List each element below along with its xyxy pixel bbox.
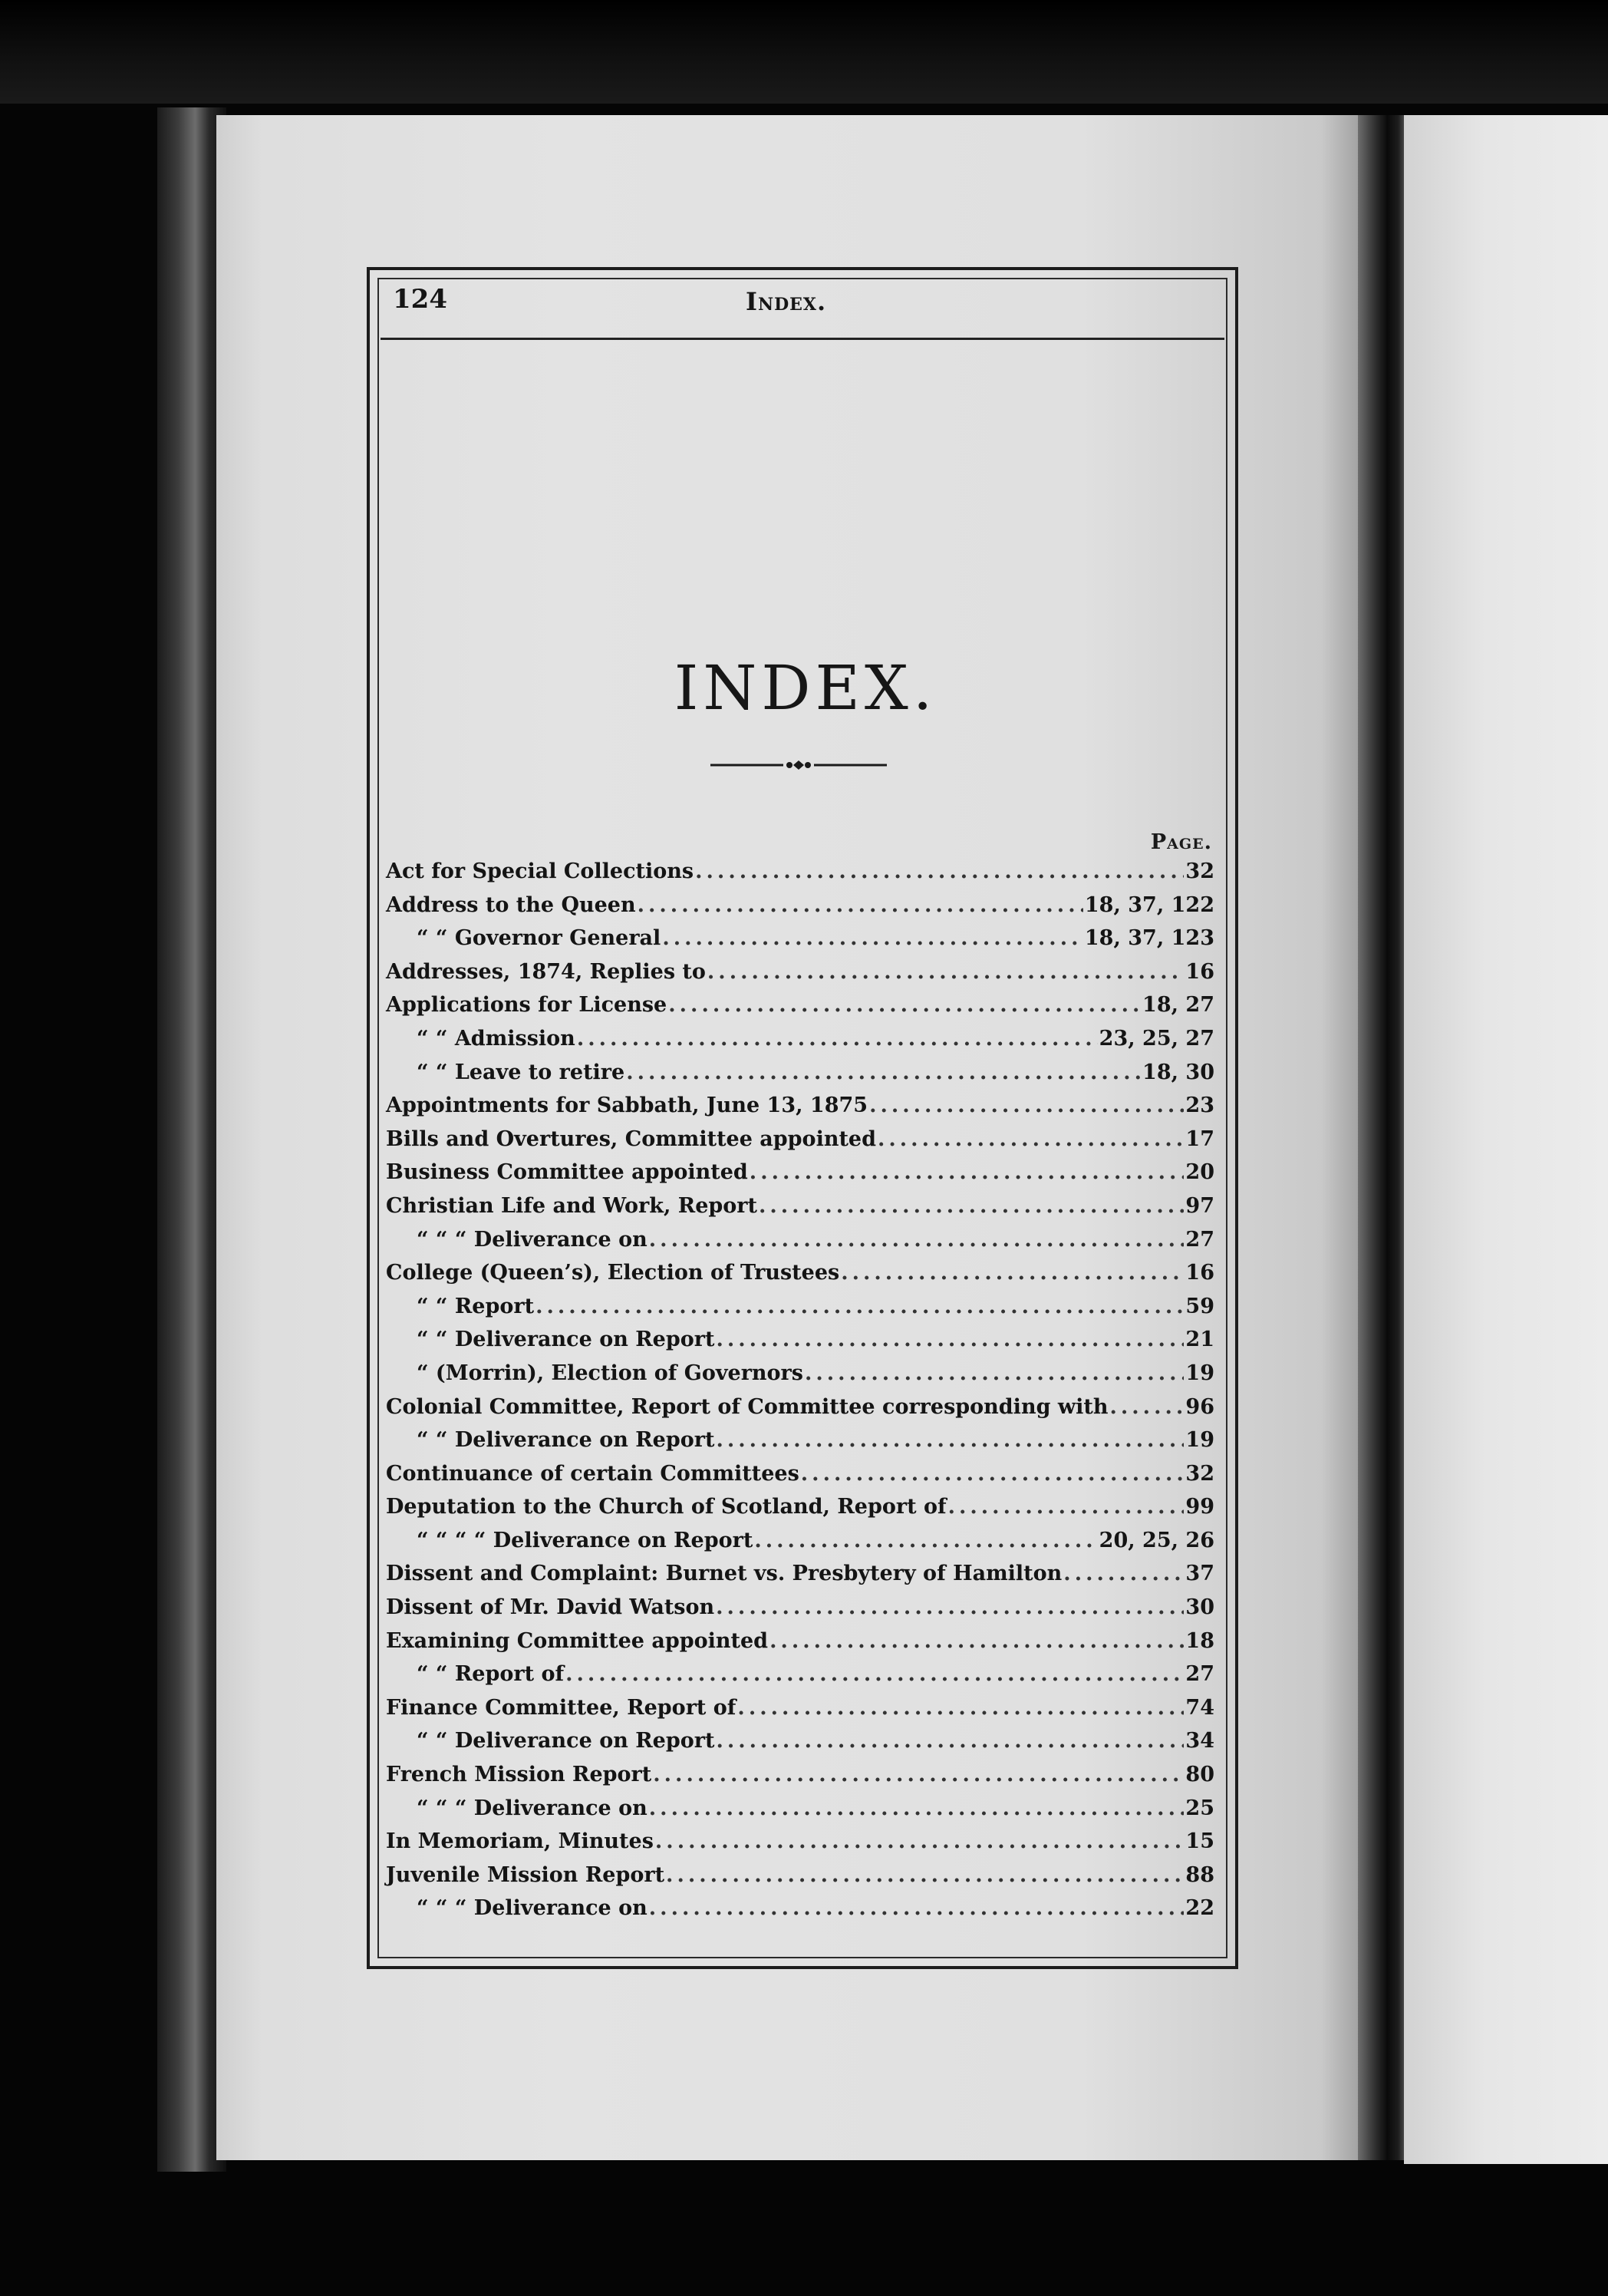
index-entry <box>386 1796 1214 1830</box>
index-entry-label: “ “ Report of <box>417 1662 565 1687</box>
index-entry-pages: 19 <box>1185 1428 1214 1453</box>
index-entry <box>386 1027 1214 1061</box>
leader-dots <box>737 1696 1184 1720</box>
index-entry <box>386 1194 1214 1228</box>
index-entry <box>386 1763 1214 1796</box>
leader-dots <box>662 926 1083 950</box>
leader-dots <box>878 1127 1184 1151</box>
leader-dots <box>769 1629 1184 1653</box>
page-number: 124 <box>393 284 447 315</box>
index-list <box>386 859 1214 1930</box>
leader-dots <box>716 1729 1184 1753</box>
index-entry <box>386 1495 1214 1529</box>
index-entry-label: Address to the Queen <box>386 892 636 917</box>
leader-dots <box>716 1595 1184 1619</box>
index-entry-label: Juvenile Mission Report <box>386 1862 665 1887</box>
index-entry-pages: 88 <box>1185 1862 1214 1887</box>
header-rule <box>381 338 1224 340</box>
leader-dots <box>626 1061 1141 1084</box>
index-entry <box>386 1228 1214 1262</box>
index-entry <box>386 859 1214 893</box>
index-entry <box>386 1562 1214 1595</box>
index-entry-pages: 21 <box>1185 1328 1214 1352</box>
index-entry-label: Addresses, 1874, Replies to <box>386 959 706 984</box>
index-entry <box>386 1829 1214 1863</box>
index-entry <box>386 960 1214 994</box>
index-entry-pages: 74 <box>1185 1695 1214 1720</box>
leader-dots <box>869 1094 1184 1117</box>
index-entry-label: Bills and Overtures, Committee appointed <box>386 1127 876 1151</box>
leader-dots <box>666 1863 1184 1887</box>
index-entry-label: “ “ “ Deliverance on <box>417 1796 647 1820</box>
page-title: INDEX. <box>674 652 937 724</box>
index-entry-label: Deputation to the Church of Scotland, Report of <box>386 1495 947 1519</box>
index-entry-label: “ “ “ Deliverance on <box>417 1896 647 1921</box>
index-entry-pages: 34 <box>1185 1729 1214 1753</box>
index-entry <box>386 1295 1214 1328</box>
index-entry-pages: 18, 27 <box>1142 993 1214 1018</box>
index-entry <box>386 926 1214 960</box>
leader-dots <box>754 1529 1097 1552</box>
index-entry <box>386 1160 1214 1194</box>
index-entry-pages: 23, 25, 27 <box>1099 1026 1214 1051</box>
leader-dots <box>707 960 1185 984</box>
index-entry <box>386 1061 1214 1094</box>
index-entry-label: “ “ “ Deliverance on <box>417 1227 647 1252</box>
leader-dots <box>801 1462 1185 1486</box>
index-entry-label: Christian Life and Work, Report <box>386 1193 757 1218</box>
scan-background <box>0 0 1608 104</box>
index-entry-label: Applications for License <box>386 993 667 1018</box>
index-entry-pages: 25 <box>1185 1796 1214 1820</box>
index-entry-pages: 80 <box>1185 1763 1214 1787</box>
page-column-label: Page. <box>1150 830 1212 854</box>
index-entry-label: Act for Special Collections <box>386 859 694 883</box>
index-entry-pages: 37 <box>1185 1562 1214 1586</box>
index-entry <box>386 1127 1214 1161</box>
leader-dots <box>716 1428 1184 1452</box>
index-entry-label: French Mission Report <box>386 1763 652 1787</box>
index-entry <box>386 1328 1214 1361</box>
index-entry-label: “ “ Deliverance on Report <box>417 1729 715 1753</box>
leader-dots <box>649 1796 1185 1820</box>
index-entry-label: “ (Morrin), Election of Governors <box>417 1361 803 1385</box>
index-entry-pages: 32 <box>1185 859 1214 883</box>
index-entry-label: Dissent and Complaint: Burnet vs. Presbytery of Hamilton <box>386 1562 1063 1586</box>
leader-dots <box>805 1361 1184 1385</box>
index-entry-pages: 16 <box>1185 1261 1214 1285</box>
index-entry-label: “ “ Leave to retire <box>417 1060 625 1084</box>
index-entry-pages: 32 <box>1185 1461 1214 1486</box>
index-entry-pages: 30 <box>1185 1595 1214 1620</box>
leader-dots <box>668 993 1141 1017</box>
ornament-divider <box>710 757 887 774</box>
leader-dots <box>1109 1395 1184 1419</box>
index-entry-pages: 97 <box>1185 1193 1214 1218</box>
facing-page-edge <box>1404 115 1608 2164</box>
index-entry-pages: 22 <box>1185 1896 1214 1921</box>
index-entry-pages: 16 <box>1185 959 1214 984</box>
index-entry-pages: 15 <box>1185 1829 1214 1854</box>
running-head: Index. <box>746 287 827 316</box>
leader-dots <box>841 1261 1184 1285</box>
index-entry <box>386 1696 1214 1730</box>
index-entry-pages: 27 <box>1185 1662 1214 1687</box>
index-entry-pages: 18 <box>1185 1628 1214 1653</box>
leader-dots <box>716 1328 1184 1351</box>
index-entry <box>386 1729 1214 1763</box>
index-entry-pages: 18, 37, 122 <box>1084 892 1214 917</box>
index-entry-pages: 99 <box>1185 1495 1214 1519</box>
index-entry <box>386 1863 1214 1897</box>
index-entry-pages: 59 <box>1185 1294 1214 1318</box>
index-entry-label: Dissent of Mr. David Watson <box>386 1595 715 1620</box>
index-entry <box>386 1529 1214 1562</box>
index-entry-label: College (Queen’s), Election of Trustees <box>386 1261 840 1285</box>
index-entry <box>386 893 1214 927</box>
index-entry <box>386 1395 1214 1429</box>
index-entry-pages: 18, 30 <box>1142 1060 1214 1084</box>
index-entry-pages: 19 <box>1185 1361 1214 1385</box>
index-entry-pages: 96 <box>1185 1394 1214 1419</box>
leader-dots <box>695 859 1184 883</box>
index-entry-label: “ “ Admission <box>417 1026 575 1051</box>
index-entry <box>386 1428 1214 1462</box>
leader-dots <box>649 1896 1185 1920</box>
leader-dots <box>653 1763 1184 1786</box>
index-entry-label: In Memoriam, Minutes <box>386 1829 654 1854</box>
leader-dots <box>1063 1562 1184 1585</box>
leader-dots <box>565 1662 1184 1686</box>
index-entry-label: Business Committee appointed <box>386 1160 748 1185</box>
leader-dots <box>649 1228 1185 1252</box>
leader-dots <box>750 1160 1185 1184</box>
index-entry <box>386 1896 1214 1930</box>
index-entry-label: “ “ Deliverance on Report <box>417 1328 715 1352</box>
index-entry-label: “ “ Governor General <box>417 926 661 951</box>
index-entry-label: Appointments for Sabbath, June 13, 1875 <box>386 1094 868 1118</box>
index-entry-pages: 17 <box>1185 1127 1214 1151</box>
index-entry-pages: 20 <box>1185 1160 1214 1185</box>
index-entry-pages: 18, 37, 123 <box>1084 926 1214 951</box>
index-entry-label: Continuance of certain Committees <box>386 1461 799 1486</box>
leader-dots <box>638 893 1083 917</box>
index-entry-label: Examining Committee appointed <box>386 1628 769 1653</box>
index-entry-label: “ “ Report <box>417 1294 535 1318</box>
index-entry <box>386 1094 1214 1127</box>
index-entry-label: Finance Committee, Report of <box>386 1695 736 1720</box>
index-entry <box>386 1361 1214 1395</box>
index-entry-label: “ “ Deliverance on Report <box>417 1428 715 1453</box>
index-entry <box>386 1261 1214 1295</box>
index-entry-label: Colonial Committee, Report of Committee corresponding with <box>386 1394 1109 1419</box>
index-entry <box>386 1662 1214 1696</box>
index-entry <box>386 1629 1214 1663</box>
leader-dots <box>759 1194 1184 1218</box>
index-entry-pages: 27 <box>1185 1227 1214 1252</box>
leader-dots <box>948 1495 1185 1519</box>
index-entry <box>386 1462 1214 1496</box>
index-entry-pages: 20, 25, 26 <box>1099 1528 1214 1552</box>
leader-dots <box>655 1829 1185 1853</box>
index-entry <box>386 993 1214 1027</box>
index-entry-label: “ “ “ “ Deliverance on Report <box>417 1528 753 1552</box>
leader-dots <box>577 1027 1098 1051</box>
index-entry-pages: 23 <box>1185 1094 1214 1118</box>
leader-dots <box>535 1295 1184 1318</box>
index-entry <box>386 1595 1214 1629</box>
